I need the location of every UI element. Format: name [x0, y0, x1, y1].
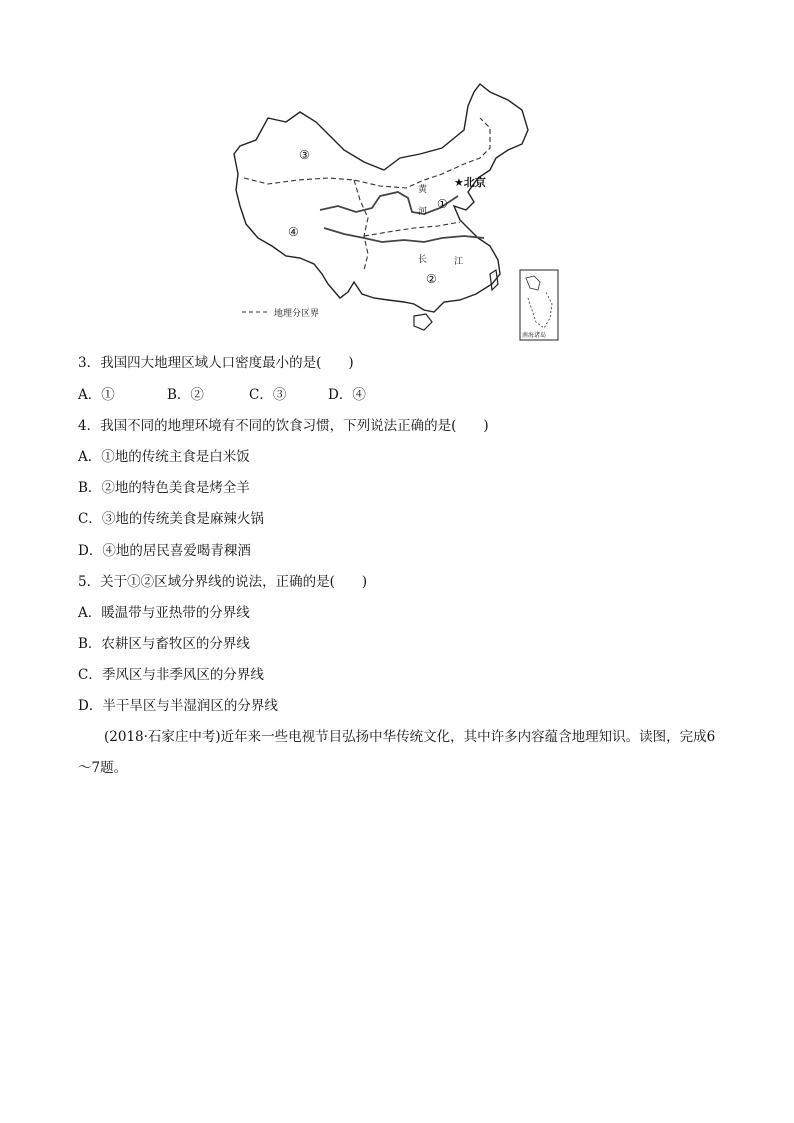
q5-option-c: C．季风区与非季风区的分界线 — [78, 667, 264, 683]
yangtze-label-2: 江 — [454, 257, 464, 267]
beijing-label: ★北京 — [454, 176, 486, 189]
region-boundary-qinghai-tibet — [354, 180, 368, 270]
hainan-island — [414, 314, 432, 330]
region-boundary-qinling — [364, 222, 460, 236]
intro-paragraph: (2018·石家庄中考)近年来一些电视节目弘扬中华传统文化，其中许多内容蕴含地理知识。读图，完成6～7题。 — [78, 729, 716, 776]
q3-option-b: B．② — [167, 387, 204, 403]
region-1-label: ① — [437, 197, 448, 211]
q5-option-b: B．农耕区与畜牧区的分界线 — [78, 636, 250, 652]
q5-option-d: D．半干旱区与半湿润区的分界线 — [78, 698, 278, 714]
taiwan-island — [490, 270, 498, 290]
q3-stem: 3．我国四大地理区域人口密度最小的是( ) — [78, 355, 354, 371]
q3-option-a: A．① — [78, 387, 115, 403]
yangtze-river — [324, 228, 484, 242]
china-region-map — [228, 78, 563, 344]
region-3-label: ③ — [299, 148, 310, 162]
yellow-river-label-2: 河 — [418, 207, 428, 217]
map-svg — [228, 78, 563, 344]
q4-option-b: B．②地的特色美食是烤全羊 — [78, 480, 250, 496]
inset-label: 南海诸岛 — [522, 332, 547, 339]
q4-option-d: D．④地的居民喜爱喝青稞酒 — [78, 543, 251, 559]
region-4-label: ④ — [288, 225, 299, 239]
q3-options — [78, 385, 366, 405]
q3-option-d: D．④ — [328, 387, 366, 403]
q5-stem: 5．关于①②区域分界线的说法，正确的是( ) — [78, 574, 368, 590]
region-2-label: ② — [426, 272, 437, 286]
legend-label: 地理分区界 — [274, 309, 320, 319]
q5-option-a: A．暖温带与亚热带的分界线 — [78, 605, 250, 621]
yangtze-label-1: 长 — [418, 255, 428, 265]
q4-stem: 4．我国不同的地理环境有不同的饮食习惯，下列说法正确的是( ) — [78, 418, 489, 434]
yellow-river-label-1: 黄 — [418, 185, 428, 195]
china-outline — [234, 84, 528, 312]
q3-option-c: C．③ — [249, 387, 287, 403]
q4-option-c: C．③地的传统美食是麻辣火锅 — [78, 511, 264, 527]
q4-option-a: A．①地的传统主食是白米饭 — [78, 449, 250, 465]
